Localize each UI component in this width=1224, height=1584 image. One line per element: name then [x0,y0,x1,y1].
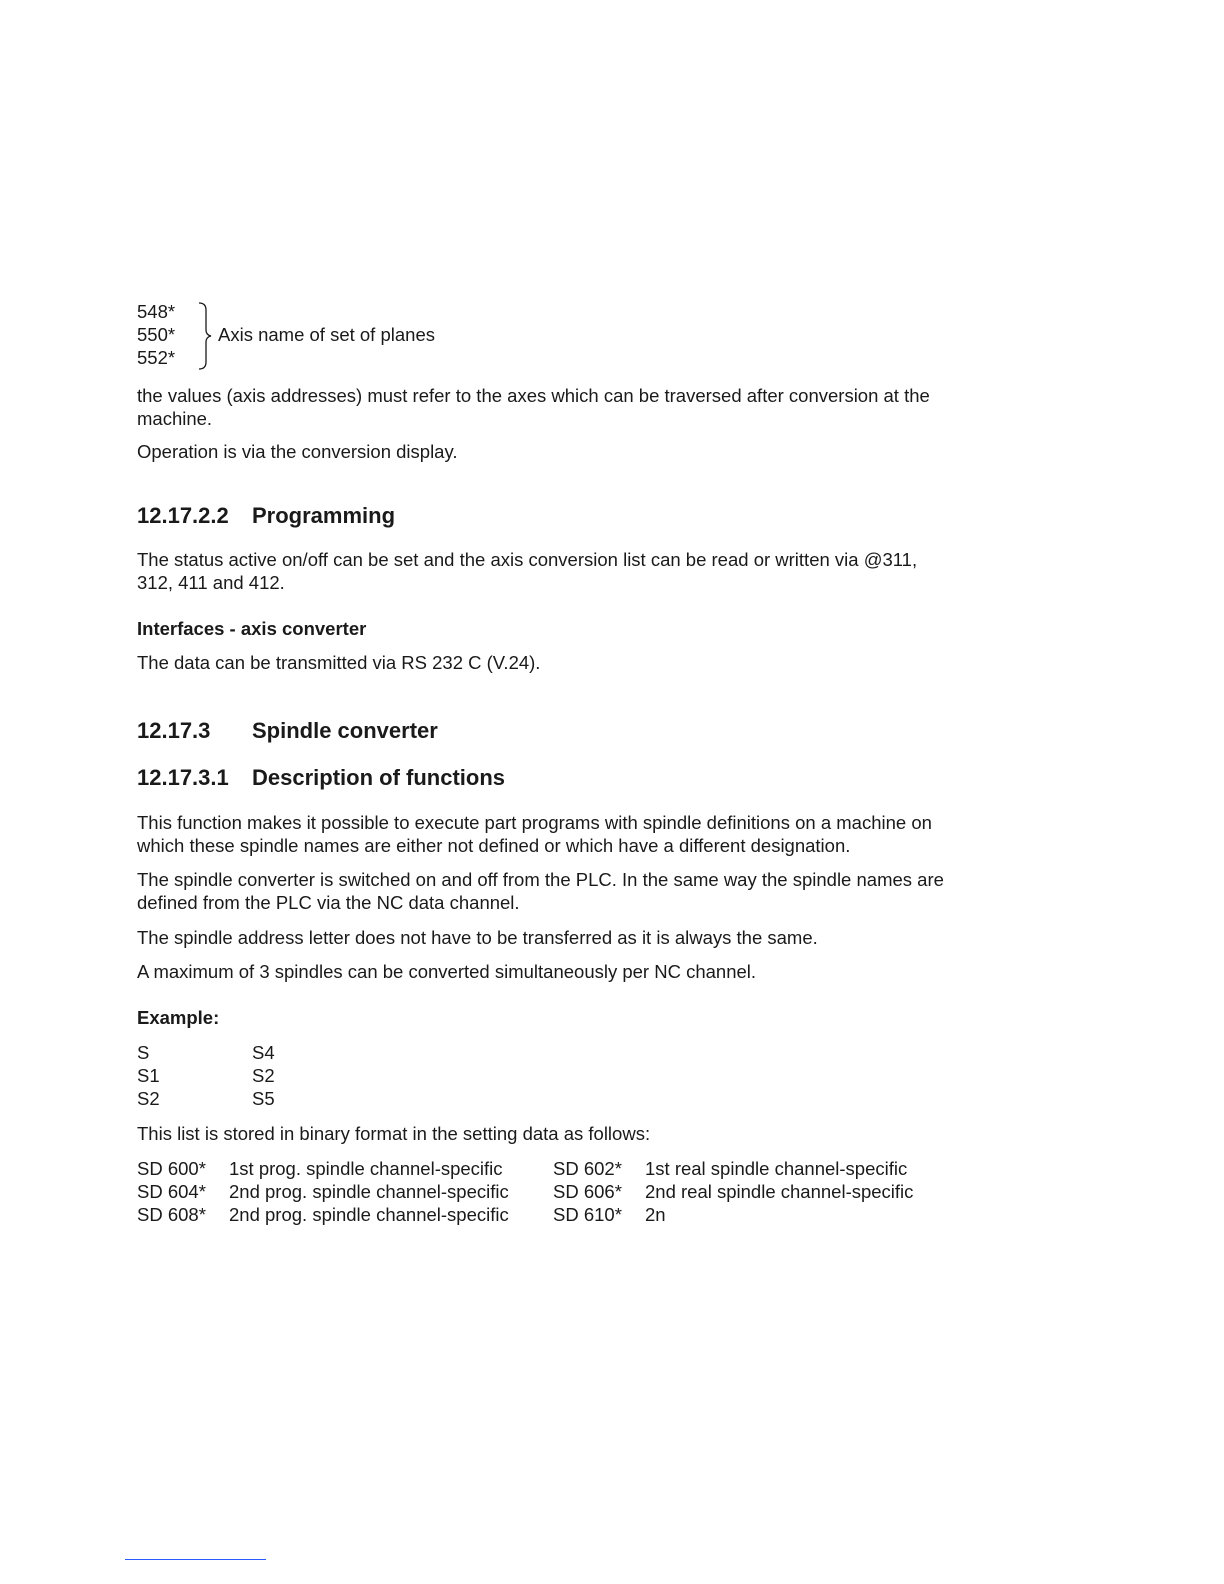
brace-numbers [137,300,175,369]
heading-number: 12.17.2.2 [137,503,229,528]
example-cell: S2 [252,1065,275,1086]
footnote-separator [125,1559,266,1560]
sd-cell: SD 610* [553,1204,622,1225]
brace-item: 548* [137,301,176,322]
paragraph-stored: This list is stored in binary format in the setting data as follows: [137,1123,651,1144]
sd-cell: 2nd prog. spindle channel-specific [229,1204,509,1225]
curly-brace-icon [197,302,215,370]
paragraph-programming: The status active on/off can be set and the axis conversion list can be read or written via @311, 312, 411 and 412. [137,549,918,593]
heading-title: Spindle converter [252,718,438,743]
example-cell: S5 [252,1088,275,1109]
heading-title: Programming [252,503,396,528]
heading-description [137,764,957,792]
sd-cell: 2nd real spindle channel-specific [645,1181,914,1202]
example-cell: S1 [137,1065,160,1086]
brace-item: 552* [137,347,176,368]
sd-cell: 2n [645,1204,666,1225]
example-cell: S [137,1042,150,1063]
paragraph-operation: Operation is via the conversion display. [137,441,458,462]
sd-cell: 2nd prog. spindle channel-specific [229,1181,509,1202]
paragraph-function-3: The spindle address letter does not have to be transferred as it is always the same. [137,927,818,948]
sd-cell: SD 602* [553,1158,622,1179]
heading-interfaces: Interfaces - axis converter [137,618,367,639]
sd-cell: SD 608* [137,1204,206,1225]
paragraph-axes: the values (axis addresses) must refer to the axes which can be traversed after conversion at the machine. [137,385,930,429]
sd-cell: 1st prog. spindle channel-specific [229,1158,503,1179]
heading-programming [137,502,957,530]
heading-number: 12.17.3 [137,718,211,743]
sd-cell: SD 600* [137,1158,206,1179]
paragraph-function-4: A maximum of 3 spindles can be converted simultaneously per NC channel. [137,961,757,982]
example-cell: S2 [137,1088,160,1109]
heading-example: Example: [137,1007,220,1028]
brace-block [137,300,957,370]
setting-data-table [137,1157,957,1226]
sd-cell: 1st real spindle channel-specific [645,1158,908,1179]
heading-number: 12.17.3.1 [137,765,229,790]
example-table [137,1041,957,1110]
paragraph-function-2: The spindle converter is switched on and off from the PLC. In the same way the spindle names are defined from the PLC via the NC data channel. [137,869,944,913]
document-page [137,300,957,1226]
example-cell: S4 [252,1042,275,1063]
heading-title: Description of functions [252,765,505,790]
brace-item: 550* [137,324,176,345]
paragraph-function-1: This function makes it possible to execute part programs with spindle definitions on a machine on which these spindle names are either not defined or which have a different designation. [137,812,932,856]
brace-label: Axis name of set of planes [218,324,435,345]
sd-cell: SD 604* [137,1181,206,1202]
sd-cell: SD 606* [553,1181,622,1202]
heading-spindle-converter [137,717,957,745]
paragraph-interfaces: The data can be transmitted via RS 232 C (V.24). [137,652,541,673]
